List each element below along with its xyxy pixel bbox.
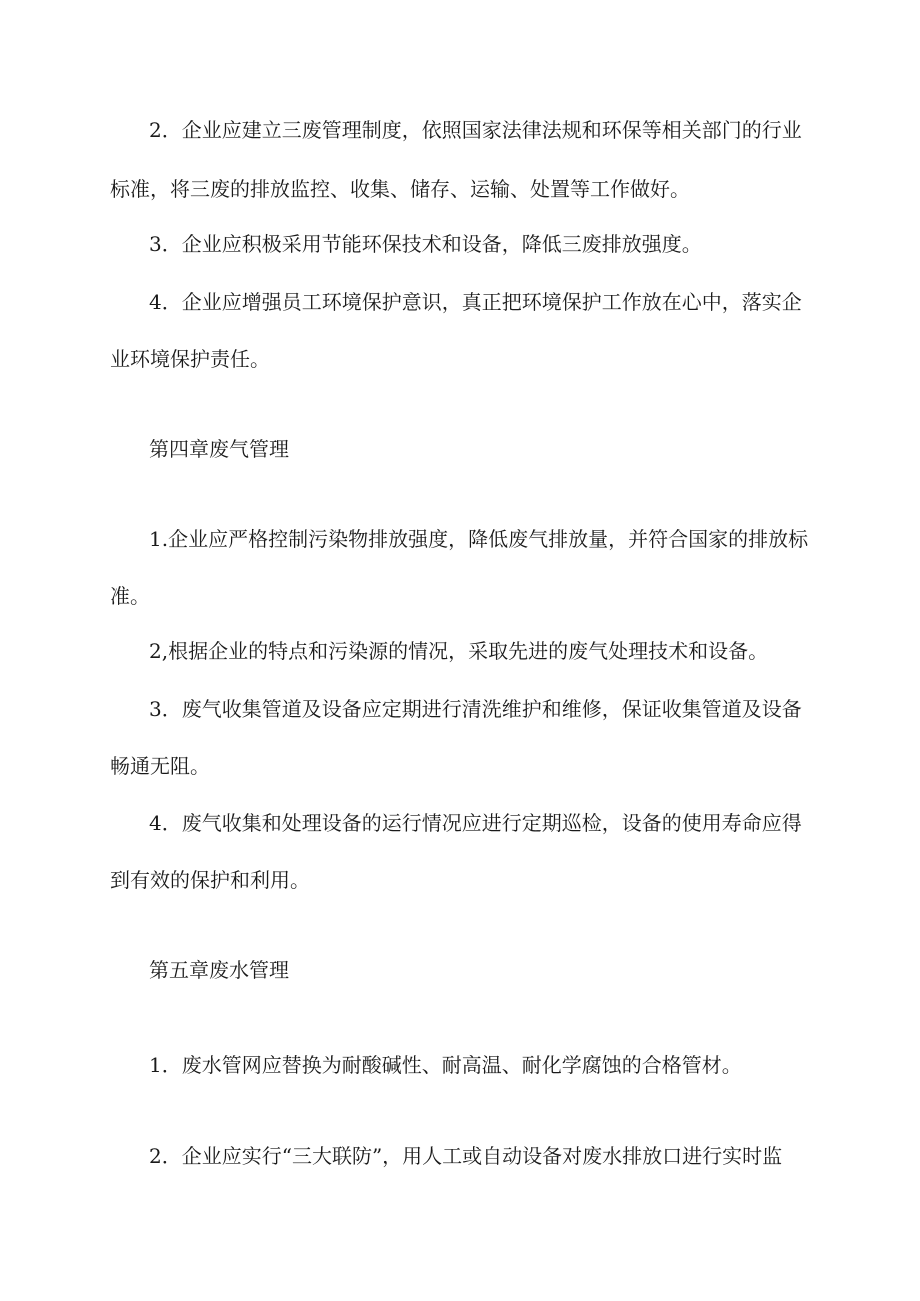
chapter-5-heading: 第五章废水管理 [149, 958, 289, 982]
paragraph-line: 4．企业应增强员工环境保护意识，真正把环境保护工作放在心中，落实企 [149, 290, 802, 314]
paragraph-line: 2．企业应实行“三大联防”，用人工或自动设备对废水排放口进行实时监 [149, 1144, 783, 1168]
paragraph-line: 3．企业应积极采用节能环保技术和设备，降低三废排放强度。 [149, 232, 702, 256]
paragraph-line: 4．废气收集和处理设备的运行情况应进行定期巡检，设备的使用寿命应得 [149, 811, 802, 835]
paragraph-line: 1．废水管网应替换为耐酸碱性、耐高温、耐化学腐蚀的合格管材。 [149, 1053, 742, 1077]
paragraph-line: 畅通无阻。 [110, 754, 210, 778]
paragraph-line: 2．企业应建立三废管理制度，依照国家法律法规和环保等相关部门的行业 [149, 118, 802, 142]
paragraph-line: 准。 [110, 584, 150, 608]
paragraph-line: 标准，将三废的排放监控、收集、储存、运输、处置等工作做好。 [110, 177, 690, 201]
chapter-4-heading: 第四章废气管理 [149, 437, 289, 461]
paragraph-line: 到有效的保护和利用。 [110, 868, 310, 892]
paragraph-line: 2,根据企业的特点和污染源的情况，采取先进的废气处理技术和设备。 [149, 639, 769, 663]
paragraph-line: 1.企业应严格控制污染物排放强度，降低废气排放量，并符合国家的排放标 [149, 527, 809, 551]
paragraph-line: 业环境保护责任。 [110, 347, 270, 371]
paragraph-line: 3．废气收集管道及设备应定期进行清洗维护和维修，保证收集管道及设备 [149, 697, 802, 721]
